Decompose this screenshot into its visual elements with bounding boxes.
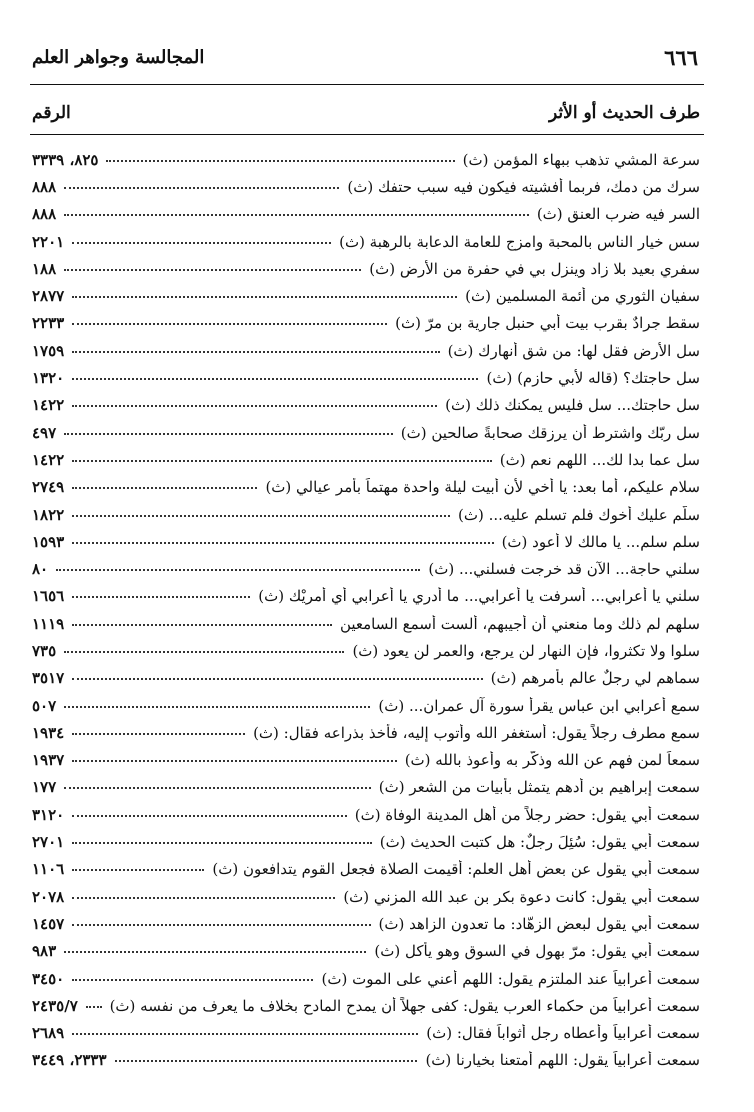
dot-leader [64,263,361,271]
entry-number: ٩٨٣ [32,942,57,961]
index-entry [32,310,700,337]
entry-text: سمع أعرابي ابن عباس يقرأ سورة آل عمران... (ث) [378,696,700,715]
entry-number: ٨٨٨ [32,177,57,196]
entry-text: سل حاجتك... سل فليس يمكنك ذلك (ث) [445,396,700,415]
dot-leader [72,1027,418,1035]
index-entry [32,282,700,309]
entry-number: ٧٣٥ [32,641,57,660]
entry-text: سمعت أبي يقول: حضر رجلاً من أهل المدينة الوفاة (ث) [354,805,700,824]
entry-number: ٢٨٧٧ [32,287,65,306]
dot-leader [72,454,491,462]
entry-text: سرعة المشي تذهب ببهاء المؤمن (ث) [462,150,700,169]
entry-text: سلني يا أعرابي... أسرفت يا أعرابي... ما أدري يا أعرابي أي أمريْك (ث) [258,587,700,606]
entry-number: ٣٥١٧ [32,669,65,688]
index-entry [32,528,700,555]
index-entries [32,146,700,1074]
text-column-heading: طرف الحديث أو الأثر [549,103,700,123]
index-entry [32,1020,700,1047]
running-header [32,42,698,72]
index-entry [32,610,700,637]
entry-text: سلني حاجة... الآن قد خرجت فسلني... (ث) [428,560,700,579]
entry-number: ٣١٢٠ [32,805,65,824]
entry-number: ١٩٣٧ [32,751,65,770]
entry-number: ٢٤٣٥/٧ [32,996,78,1015]
page-number: ٦٦٦ [664,44,698,70]
entry-number: ٣٤٥٠ [32,969,65,988]
entry-text: سفيان الثوري من أئمة المسلمين (ث) [465,287,700,306]
index-entry [32,501,700,528]
entry-text: سل عما بدا لك... اللهم نعم (ث) [499,450,700,469]
dot-leader [72,317,387,325]
entry-number: ١٨٢٢ [32,505,65,524]
entry-text: سمعت أعرابياً وأعطاه رجل أثواباً فقال: (ث) [426,1024,700,1043]
number-column-heading: الرقم [32,103,71,123]
dot-leader [72,891,335,899]
entry-number: ١٥٩٣ [32,532,65,551]
entry-number: ١١٠٦ [32,860,65,879]
entry-text: سل ربّك واشترط أن يرزقك صحابةً صالحين (ث) [400,423,700,442]
index-entry [32,446,700,473]
dot-leader [72,863,204,871]
book-title: المجالسة وجواهر العلم [32,46,205,68]
entry-text: السر فيه ضرب العنق (ث) [536,205,700,224]
dot-leader [72,372,478,380]
entry-number: ٢٦٨٩ [32,1024,65,1043]
index-entry [32,665,700,692]
entry-number: ١٧٧ [32,778,57,797]
entry-number: ٨٠ [32,560,49,579]
dot-leader [72,973,313,981]
index-entry [32,173,700,200]
entry-number: ١٤٥٧ [32,914,65,933]
entry-number: ١٦٥٦ [32,587,65,606]
entry-text: سمعت أعرابياً يقول: اللهم أمتعنا بخيارنا (ث) [425,1051,700,1070]
entry-number: ١٧٥٩ [32,341,65,360]
index-entry [32,801,700,828]
dot-leader [106,154,454,162]
entry-number: ٤٩٧ [32,423,57,442]
entry-text: سمعت أعرابياً عند الملتزم يقول: اللهم أعني على الموت (ث) [321,969,700,988]
index-entry [32,774,700,801]
dot-leader [72,509,450,517]
entry-number: ٢٢٣٣ [32,314,65,333]
dot-leader [72,236,331,244]
index-entry [32,747,700,774]
entry-number: ١١١٩ [32,614,65,633]
entry-text: سفري بعيد بلا زاد وينزل بي في حفرة من الأرض (ث) [369,259,700,278]
entry-text: سمعاً لمن فهم عن الله وذكّر به وأعوذ بالله (ث) [404,751,700,770]
index-entry [32,201,700,228]
entry-number: ١٣٢٠ [32,369,65,388]
entry-text: سل حاجتك؟ (قاله لأبي حازم) (ث) [486,369,700,388]
index-entry [32,965,700,992]
dot-leader [64,781,371,789]
index-entry [32,910,700,937]
dot-leader [72,918,370,926]
dot-leader [72,754,396,762]
entry-text: سقط جرادٌ بقرب بيت أبي حنبل جارية بن مرّ (ث) [395,314,700,333]
dot-leader [86,1000,102,1008]
entry-number: ١٤٢٢ [32,396,65,415]
entry-text: سس خيار الناس بالمحبة وامزج للعامة الدعابة بالرهبة (ث) [339,232,700,251]
index-entry [32,392,700,419]
dot-leader [64,427,393,435]
entry-text: سلهم لم ذلك وما منعني أن أجيبهم، ألست أسمع السامعين [339,614,700,633]
entry-number: ٢٠٧٨ [32,887,65,906]
dot-leader [72,345,439,353]
entry-number: ١٩٣٤ [32,723,65,742]
entry-text: سمعت إبراهيم بن أدهم يتمثل بأبيات من الشعر (ث) [378,778,700,797]
index-entry [32,856,700,883]
index-entry [32,555,700,582]
index-entry [32,583,700,610]
entry-text: سمعت أبي يقول: سُئِلَ رجلٌ: هل كتبت الحديث (ث) [379,833,700,852]
column-heading-rule [30,134,704,135]
index-entry [32,992,700,1019]
index-entry [32,419,700,446]
entry-text: سلام عليكم، أما بعد: يا أخي لأن أبيت ليلة واحدة مهتماً بأمر عيالي (ث) [265,478,700,497]
entry-text: سل الأرض فقل لها: من شق أنهارك (ث) [447,341,700,360]
entry-text: سمعت أبي يقول عن بعض أهل العلم: أقيمت الصلاة فجعل القوم يتدافعون (ث) [212,860,700,879]
dot-leader [72,809,346,817]
index-entry [32,146,700,173]
index-entry [32,364,700,391]
dot-leader [72,590,250,598]
entry-number: ١٤٢٢ [32,450,65,469]
dot-leader [56,563,420,571]
dot-leader [72,672,482,680]
dot-leader [72,618,332,626]
column-headings [32,98,700,128]
index-entry [32,692,700,719]
entry-text: سمع مطرف رجلاً يقول: أستغفر الله وأتوب إليه، فأخذ بذراعه فقال: (ث) [253,723,700,742]
dot-leader [64,181,339,189]
dot-leader [64,645,344,653]
entry-text: سمعت أعرابياً من حكماء العرب يقول: كفى جهلاً أن يمدح المادح بخلاف ما يعرف من نفسه (ث) [109,996,700,1015]
header-rule [30,84,704,85]
dot-leader [72,536,493,544]
entry-text: سلوا ولا تكثروا، فإن النهار لن يرجع، والعمر لن يعود (ث) [352,641,700,660]
dot-leader [64,945,366,953]
entry-text: سمعت أبي يقول لبعض الزهّاد: ما تعدون الزاهد (ث) [378,914,700,933]
entry-text: سمعت أبي يقول: مرّ بهول في السوق وهو يأكل (ث) [374,942,700,961]
entry-number: ٢٢٠١ [32,232,65,251]
entry-number: ٥٠٧ [32,696,57,715]
entry-text: سمعت أبي يقول: كانت دعوة بكر بن عبد الله المزني (ث) [343,887,700,906]
index-entry [32,883,700,910]
dot-leader [64,208,529,216]
dot-leader [72,399,437,407]
entry-text: سماهم لي رجلٌ عالم بأمرهم (ث) [490,669,700,688]
dot-leader [64,700,370,708]
dot-leader [72,836,372,844]
entry-number: ٨٢٥، ٣٣٣٩ [32,150,99,169]
entry-number: ٨٨٨ [32,205,57,224]
index-entry [32,1047,700,1074]
index-entry [32,938,700,965]
entry-number: ١٨٨ [32,259,57,278]
entry-number: ٢٧٠١ [32,833,65,852]
index-entry [32,255,700,282]
index-entry [32,228,700,255]
entry-text: سلّم عليك أخوك فلم تسلم عليه... (ث) [458,505,700,524]
entry-number: ٢٧٤٩ [32,478,65,497]
index-entry [32,637,700,664]
dot-leader [72,481,257,489]
index-entry [32,474,700,501]
dot-leader [72,727,245,735]
entry-number: ٢٣٣٣، ٣٤٤٩ [32,1051,107,1070]
entry-text: سرك من دمك، فربما أفشيته فيكون فيه سبب حتفك (ث) [347,177,700,196]
index-entry [32,828,700,855]
dot-leader [115,1054,418,1062]
index-entry [32,337,700,364]
index-entry [32,719,700,746]
dot-leader [72,290,457,298]
entry-text: سلم سلم... يا مالك لا أعود (ث) [501,532,700,551]
